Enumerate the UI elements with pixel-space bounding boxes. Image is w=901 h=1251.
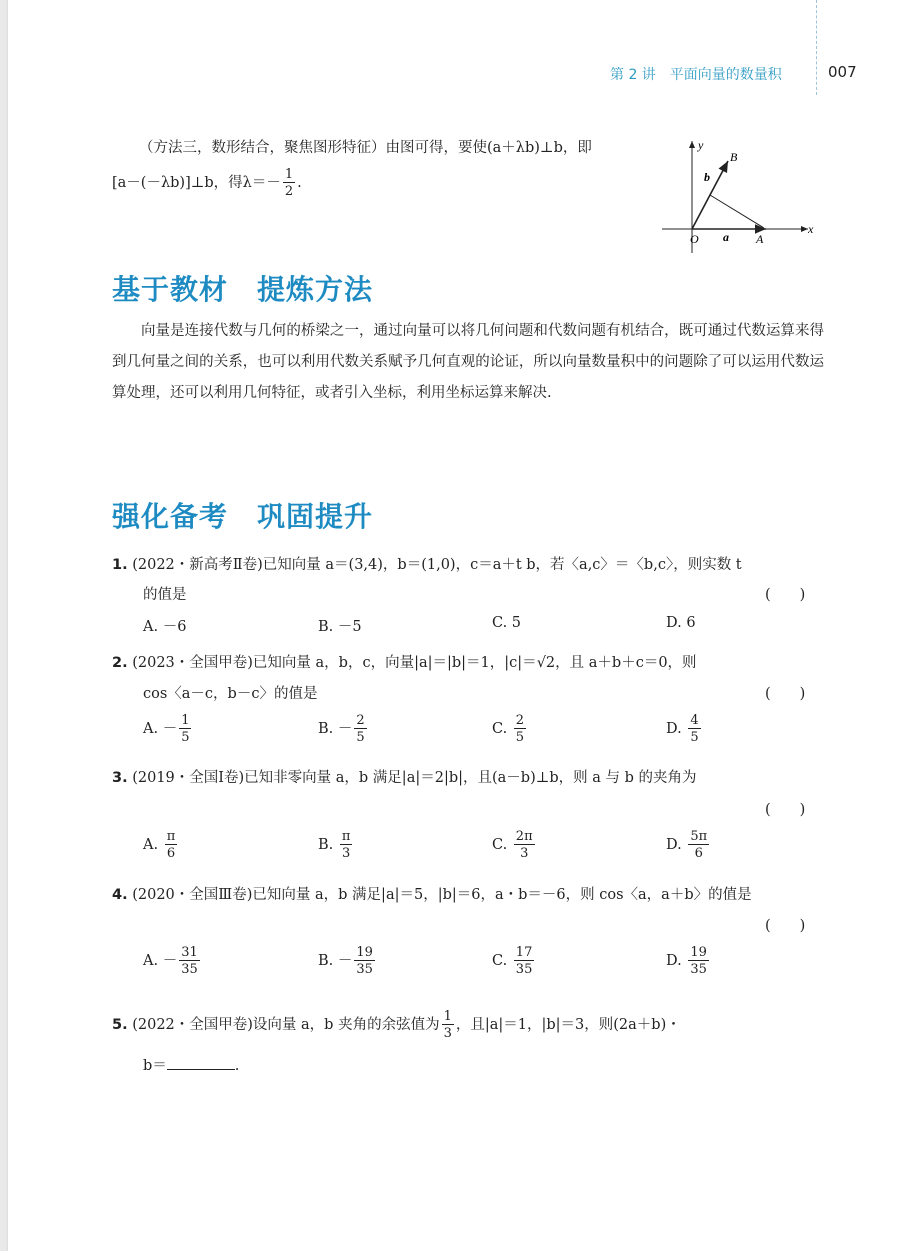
answer-bracket: ( )	[765, 918, 806, 934]
sqrt-two: √2	[536, 655, 556, 671]
running-header	[610, 62, 857, 84]
option-fraction	[688, 830, 709, 860]
question-number: 5.	[112, 1017, 128, 1033]
option-fraction	[179, 946, 200, 976]
answer-prefix: b＝	[143, 1058, 167, 1074]
question-text-end: ，且 a＋b＋c＝0，则	[555, 655, 697, 671]
section-title-2: 强化备考 巩固提升	[112, 500, 374, 533]
option-fraction	[514, 714, 526, 744]
fraction-denominator: 3	[520, 846, 529, 861]
fraction-numerator: 5π	[690, 829, 708, 844]
option-c	[492, 946, 536, 976]
method-line-2-text: [a－(－λb)]⊥b，得λ＝－	[112, 175, 281, 191]
answer-bracket: ( )	[765, 802, 806, 818]
label-B: B	[730, 150, 738, 164]
question-number: 2.	[112, 655, 128, 671]
option-fraction	[688, 714, 700, 744]
question-5	[112, 1010, 681, 1040]
fraction-numerator: 1	[181, 713, 190, 728]
option-d	[666, 714, 703, 744]
option-label: C.	[492, 953, 512, 969]
question-number: 3.	[112, 770, 128, 786]
section-1-paragraph: 向量是连接代数与几何的桥梁之一，通过向量可以将几何问题和代数问题有机结合，既可通过代数运算来得到几何量之间的关系，也可以利用代数关系赋予几何直观的论证，所以向量数量积中的问题除了可以运用代数运算处理，还可以利用几何特征，或者引入坐标，利用坐标运算来解决.	[112, 323, 824, 401]
option-label: C.	[492, 837, 512, 853]
fraction-numerator: 2π	[515, 829, 533, 844]
label-x: x	[808, 222, 814, 236]
option-label: D.	[666, 953, 687, 969]
option-fraction	[514, 830, 535, 860]
fraction-denominator: 5	[356, 730, 365, 745]
option-label: B. －	[318, 953, 353, 969]
fraction-numerator: 17	[515, 945, 533, 960]
option-c	[492, 830, 537, 860]
option-b: B. －5	[318, 619, 362, 635]
fraction-denominator: 6	[694, 846, 703, 861]
fraction-numerator: π	[166, 829, 176, 844]
option-b	[318, 830, 354, 860]
question-text: (2022・新高考Ⅱ卷)已知向量 a＝(3,4)，b＝(1,0)，c＝a＋t b，若〈a,c〉＝〈b,c〉，则实数 t	[132, 557, 742, 573]
option-fraction	[354, 714, 366, 744]
question-1	[112, 553, 742, 574]
question-text: (2023・全国甲卷)已知向量 a，b，c，向量|a|＝|b|＝1，|c|＝	[132, 655, 537, 671]
question-text: (2022・全国甲卷)设向量 a，b 夹角的余弦值为	[132, 1017, 440, 1033]
fraction-denominator: 6	[166, 846, 176, 861]
option-label: A. －	[143, 721, 178, 737]
option-a	[143, 946, 202, 976]
question-text: (2019・全国Ⅰ卷)已知非零向量 a，b 满足|a|＝2|b|，且(a－b)⊥b，则 a 与 b 的夹角为	[132, 770, 697, 786]
page-number: 007	[828, 63, 857, 81]
label-A: A	[756, 232, 764, 246]
perpendicular-segment	[710, 195, 764, 228]
question-1-line-2: 的值是	[143, 587, 187, 603]
question-2-line-2: cos〈a－c，b－c〉的值是	[143, 686, 318, 702]
fraction-numerator: π	[341, 829, 351, 844]
fraction-denominator: 5	[515, 730, 525, 745]
chapter-title: 第 2 讲 平面向量的数量积	[610, 67, 782, 83]
option-b	[318, 946, 377, 976]
option-label: A.	[143, 837, 163, 853]
option-label: C.	[492, 721, 512, 737]
fraction-denominator: 35	[181, 962, 198, 977]
vector-diagram	[648, 135, 823, 255]
fraction-numerator: 2	[515, 713, 525, 728]
option-label: B.	[318, 837, 338, 853]
label-y: y	[698, 138, 704, 152]
answer-bracket: ( )	[765, 686, 806, 702]
fraction-denominator: 5	[181, 730, 190, 745]
option-fraction	[354, 946, 375, 976]
option-a: A. －6	[143, 619, 187, 635]
option-a	[143, 714, 193, 744]
question-text: (2020・全国Ⅲ卷)已知向量 a，b 满足|a|＝5，|b|＝6，a・b＝－6，则 cos〈a，a＋b〉的值是	[132, 887, 752, 903]
option-c	[492, 714, 528, 744]
option-fraction	[165, 830, 178, 860]
option-a	[143, 830, 179, 860]
answer-end: .	[234, 1058, 240, 1074]
question-5-line-2	[143, 1054, 239, 1075]
option-label: D.	[666, 837, 687, 853]
label-b: b	[704, 170, 710, 184]
question-number: 1.	[112, 557, 128, 573]
option-label: A. －	[143, 953, 178, 969]
option-fraction	[688, 946, 709, 976]
option-label: D.	[666, 721, 687, 737]
page	[8, 0, 901, 1251]
fraction-one-third	[442, 1010, 454, 1040]
fraction-numerator: 31	[181, 945, 198, 960]
fraction-numerator: 19	[690, 945, 707, 960]
fraction-numerator: 1	[443, 1009, 452, 1024]
option-fraction	[340, 830, 353, 860]
label-a: a	[723, 230, 729, 244]
answer-bracket: ( )	[765, 587, 806, 603]
fraction-denominator: 35	[356, 962, 373, 977]
question-4	[112, 883, 752, 904]
option-fraction	[179, 714, 191, 744]
question-3	[112, 766, 697, 787]
question-2	[112, 651, 697, 672]
fraction-denominator: 2	[284, 184, 294, 199]
fraction-denominator: 3	[443, 1026, 452, 1041]
option-c: C. 5	[492, 615, 522, 631]
answer-blank[interactable]	[167, 1069, 235, 1070]
fraction-numerator: 19	[356, 945, 373, 960]
option-d	[666, 830, 711, 860]
method-line-2-end: .	[297, 175, 302, 191]
question-number: 4.	[112, 887, 128, 903]
question-text-end: ，且|a|＝1，|b|＝3，则(2a＋b)・	[455, 1017, 681, 1033]
label-origin: O	[690, 232, 699, 246]
fraction-numerator: 1	[284, 167, 294, 182]
fraction-denominator: 3	[342, 846, 351, 861]
method-line-1: （方法三，数形结合，聚焦图形特征）由图可得，要使(a＋λb)⊥b，即	[139, 140, 592, 156]
fraction-numerator: 2	[356, 713, 365, 728]
option-fraction	[514, 946, 535, 976]
fraction-denominator: 35	[515, 962, 533, 977]
fraction-numerator: 4	[690, 713, 699, 728]
section-title-1: 基于教材 提炼方法	[112, 273, 374, 306]
fraction-denominator: 5	[690, 730, 699, 745]
option-label: B. －	[318, 721, 353, 737]
option-b	[318, 714, 369, 744]
method-line-2	[112, 168, 302, 198]
option-d: D. 6	[666, 615, 696, 631]
fraction-denominator: 35	[690, 962, 707, 977]
fraction-one-half	[283, 168, 295, 198]
option-d	[666, 946, 711, 976]
